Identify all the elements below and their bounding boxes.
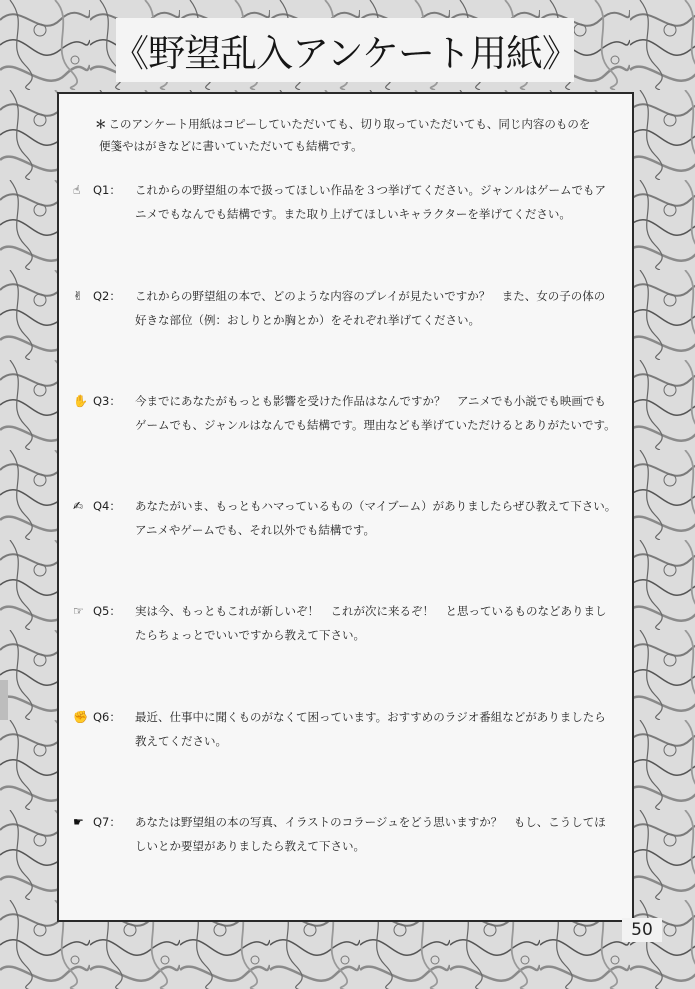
page-number: 50 xyxy=(622,918,662,942)
binding-edge xyxy=(0,680,8,720)
pointing-right-icon: ☞ xyxy=(73,604,84,618)
question-label: Q7： xyxy=(93,815,121,829)
question-text-line-1: 実は今、もっともこれが新しいぞ！ これが次に来るぞ！ と思っているものなどありまし xyxy=(135,604,607,618)
question-label: Q1： xyxy=(93,183,121,197)
question-label: Q2： xyxy=(93,289,121,303)
pointing-hand-icon: ☝ xyxy=(73,183,81,197)
title-banner xyxy=(112,18,578,82)
question-text-line-2: 教えてください。 xyxy=(135,734,227,748)
asterisk-mark: ＊ xyxy=(95,117,107,131)
question-text-line-1: あなたは野望組の本の写真、イラストのコラージュをどう思いますか？ もし、こうしてほ xyxy=(135,815,606,829)
intro-line-2: 便箋やはがきなどに書いていただいても結構です。 xyxy=(99,139,363,153)
intro-line-1: このアンケート用紙はコピーしていただいても、切り取っていただいても、同じ内容のものを xyxy=(108,117,591,131)
question-text-line-1: あなたがいま、もっともハマっているもの（マイブーム）がありましたらぜひ教えて下さい。 xyxy=(135,499,617,513)
question-3 xyxy=(73,389,623,437)
writing-hand-icon: ✍ xyxy=(73,499,84,513)
question-text-line-2: ゲームでも、ジャンルはなんでも結構です。理由なども挙げていただけるとありがたいです。 xyxy=(135,418,616,432)
question-text-line-2: アニメやゲームでも、それ以外でも結構です。 xyxy=(135,523,376,537)
page-title: 《野望乱入アンケート用紙》 xyxy=(112,32,578,75)
open-hand-icon: ✋ xyxy=(73,394,88,408)
pointing-finger-icon: ☛ xyxy=(73,815,84,829)
question-label: Q4： xyxy=(93,499,121,513)
intro-note xyxy=(95,113,625,157)
question-label: Q5： xyxy=(93,604,121,618)
question-label: Q3： xyxy=(93,394,121,408)
question-text-line-1: 今までにあなたがもっとも影響を受けた作品はなんですか？ アニメでも小説でも映画でも xyxy=(135,394,606,408)
question-2 xyxy=(73,284,623,332)
victory-hand-icon: ✌ xyxy=(73,289,84,303)
question-4 xyxy=(73,494,623,542)
question-text-line-1: これからの野望組の本で扱ってほしい作品を３つ挙げてください。ジャンルはゲームでもア xyxy=(135,183,606,197)
question-6 xyxy=(73,705,623,753)
questionnaire-sheet xyxy=(57,92,634,922)
question-text-line-2: 好きな部位（例：おしりとか胸とか）をそれぞれ挙げてください。 xyxy=(135,313,480,327)
fist-icon: ✊ xyxy=(73,710,88,724)
question-text-line-2: たらちょっとでいいですから教えて下さい。 xyxy=(135,628,365,642)
question-1 xyxy=(73,178,623,226)
question-label: Q6： xyxy=(93,710,121,724)
question-7 xyxy=(73,810,623,858)
question-text-line-1: 最近、仕事中に聞くものがなくて困っています。おすすめのラジオ番組などがありましたら xyxy=(135,710,606,724)
question-text-line-2: ニメでもなんでも結構です。また取り上げてほしいキャラクターを挙げてください。 xyxy=(135,207,571,221)
question-text-line-2: しいとか要望がありましたら教えて下さい。 xyxy=(135,839,365,853)
question-text-line-1: これからの野望組の本で、どのような内容のプレイが見たいですか？ また、女の子の体の xyxy=(135,289,606,303)
question-5 xyxy=(73,599,623,647)
